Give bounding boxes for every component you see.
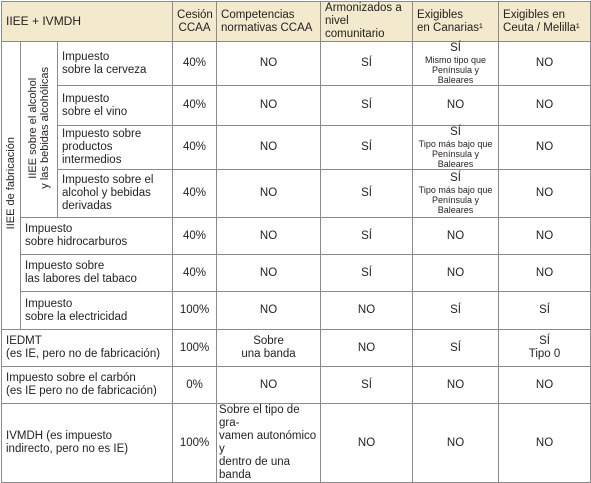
table-row xyxy=(2,126,591,170)
cell-cesion: 100% xyxy=(173,330,217,367)
cell-canarias: NO xyxy=(413,255,499,292)
table-row xyxy=(2,86,591,126)
group-iiee-fabricacion: IIEE de fabricación xyxy=(2,42,21,330)
header-row xyxy=(2,2,591,42)
cell-armonizados: SÍ xyxy=(321,367,413,404)
cell-canarias xyxy=(413,42,499,86)
header-competencias: Competencias normativas CCAA xyxy=(217,2,321,42)
cell-canarias xyxy=(413,170,499,218)
header-ceuta: Exigibles en Ceuta / Melilla¹ xyxy=(499,2,591,42)
cell-armonizados: SÍ xyxy=(321,170,413,218)
cell-armonizados: SÍ xyxy=(321,255,413,292)
cell-cesion: 40% xyxy=(173,86,217,126)
table-row xyxy=(2,367,591,404)
canarias-note: Tipo más bajo que Península y Baleares xyxy=(418,185,493,215)
cell-armonizados: NO xyxy=(321,292,413,330)
row-label: Impuesto sobre productos intermedios xyxy=(58,126,173,170)
cell-competencias: Sobre una banda xyxy=(217,330,321,367)
table-row xyxy=(2,330,591,367)
cell-canarias: SÍ xyxy=(413,292,499,330)
cell-competencias: NO xyxy=(217,292,321,330)
cell-ceuta: NO xyxy=(499,42,591,86)
cell-competencias: NO xyxy=(217,170,321,218)
row-label: Impuesto sobre la electricidad xyxy=(21,292,173,330)
cell-ceuta: NO xyxy=(499,126,591,170)
cell-ceuta: NO xyxy=(499,218,591,255)
canarias-note: Tipo más bajo que Península y Baleares xyxy=(418,139,493,169)
row-label: Impuesto sobre el carbón (es IE pero no de fabricación) xyxy=(2,367,173,404)
cell-armonizados: SÍ xyxy=(321,42,413,86)
cell-competencias: Sobre el tipo de gra- vamen autonómico y dentro de una banda xyxy=(217,404,321,483)
row-label: IVMDH (es impuesto indirecto, pero no es IE) xyxy=(2,404,173,483)
cell-armonizados: SÍ xyxy=(321,86,413,126)
row-label: Impuesto sobre el vino xyxy=(58,86,173,126)
cell-canarias: NO xyxy=(413,367,499,404)
cell-cesion: 40% xyxy=(173,42,217,86)
cell-canarias: NO xyxy=(413,218,499,255)
canarias-value: SÍ xyxy=(450,172,461,184)
cell-ceuta: NO xyxy=(499,170,591,218)
canarias-value: SÍ xyxy=(450,42,461,54)
table-row xyxy=(2,292,591,330)
header-group-label: IIEE + IVMDH xyxy=(2,2,173,42)
cell-ceuta: SÍ xyxy=(499,292,591,330)
cell-ceuta: NO xyxy=(499,367,591,404)
cell-armonizados: NO xyxy=(321,330,413,367)
table-row xyxy=(2,170,591,218)
cell-cesion: 0% xyxy=(173,367,217,404)
cell-competencias: NO xyxy=(217,42,321,86)
table-row xyxy=(2,218,591,255)
header-canarias: Exigibles en Canarias¹ xyxy=(413,2,499,42)
header-cesion: Cesión CCAA xyxy=(173,2,217,42)
table-row xyxy=(2,404,591,483)
canarias-note: Mismo tipo que Península y Baleares xyxy=(425,55,487,85)
cell-ceuta: SÍ Tipo 0 xyxy=(499,330,591,367)
row-label: Impuesto sobre hidrocarburos xyxy=(21,218,173,255)
cell-competencias: NO xyxy=(217,255,321,292)
cell-ceuta: NO xyxy=(499,404,591,483)
table-row xyxy=(2,255,591,292)
cell-cesion: 40% xyxy=(173,218,217,255)
cell-cesion: 40% xyxy=(173,170,217,218)
cell-ceuta: NO xyxy=(499,255,591,292)
cell-armonizados: NO xyxy=(321,404,413,483)
canarias-value: SÍ xyxy=(450,126,461,138)
cell-competencias: NO xyxy=(217,218,321,255)
cell-armonizados: SÍ xyxy=(321,126,413,170)
cell-canarias xyxy=(413,126,499,170)
cell-cesion: 40% xyxy=(173,255,217,292)
cell-cesion: 100% xyxy=(173,404,217,483)
cell-canarias: NO xyxy=(413,86,499,126)
cell-competencias: NO xyxy=(217,86,321,126)
header-armonizados: Armonizados a nivel comunitario xyxy=(321,2,413,42)
cell-armonizados: SÍ xyxy=(321,218,413,255)
cell-ceuta: NO xyxy=(499,86,591,126)
row-label: IEDMT (es IE, pero no de fabricación) xyxy=(2,330,173,367)
cell-competencias: NO xyxy=(217,367,321,404)
cell-cesion: 40% xyxy=(173,126,217,170)
row-label: Impuesto sobre la cerveza xyxy=(58,42,173,86)
cell-competencias: NO xyxy=(217,126,321,170)
cell-canarias: SÍ xyxy=(413,330,499,367)
excise-tax-table xyxy=(1,1,591,483)
row-label: Impuesto sobre las labores del tabaco xyxy=(21,255,173,292)
cell-canarias: NO xyxy=(413,404,499,483)
cell-cesion: 100% xyxy=(173,292,217,330)
group-alcohol: IIEE sobre el alcohol y las bebidas alcohólicas xyxy=(21,42,58,218)
table-row xyxy=(2,42,591,86)
row-label: Impuesto sobre el alcohol y bebidas derivadas xyxy=(58,170,173,218)
